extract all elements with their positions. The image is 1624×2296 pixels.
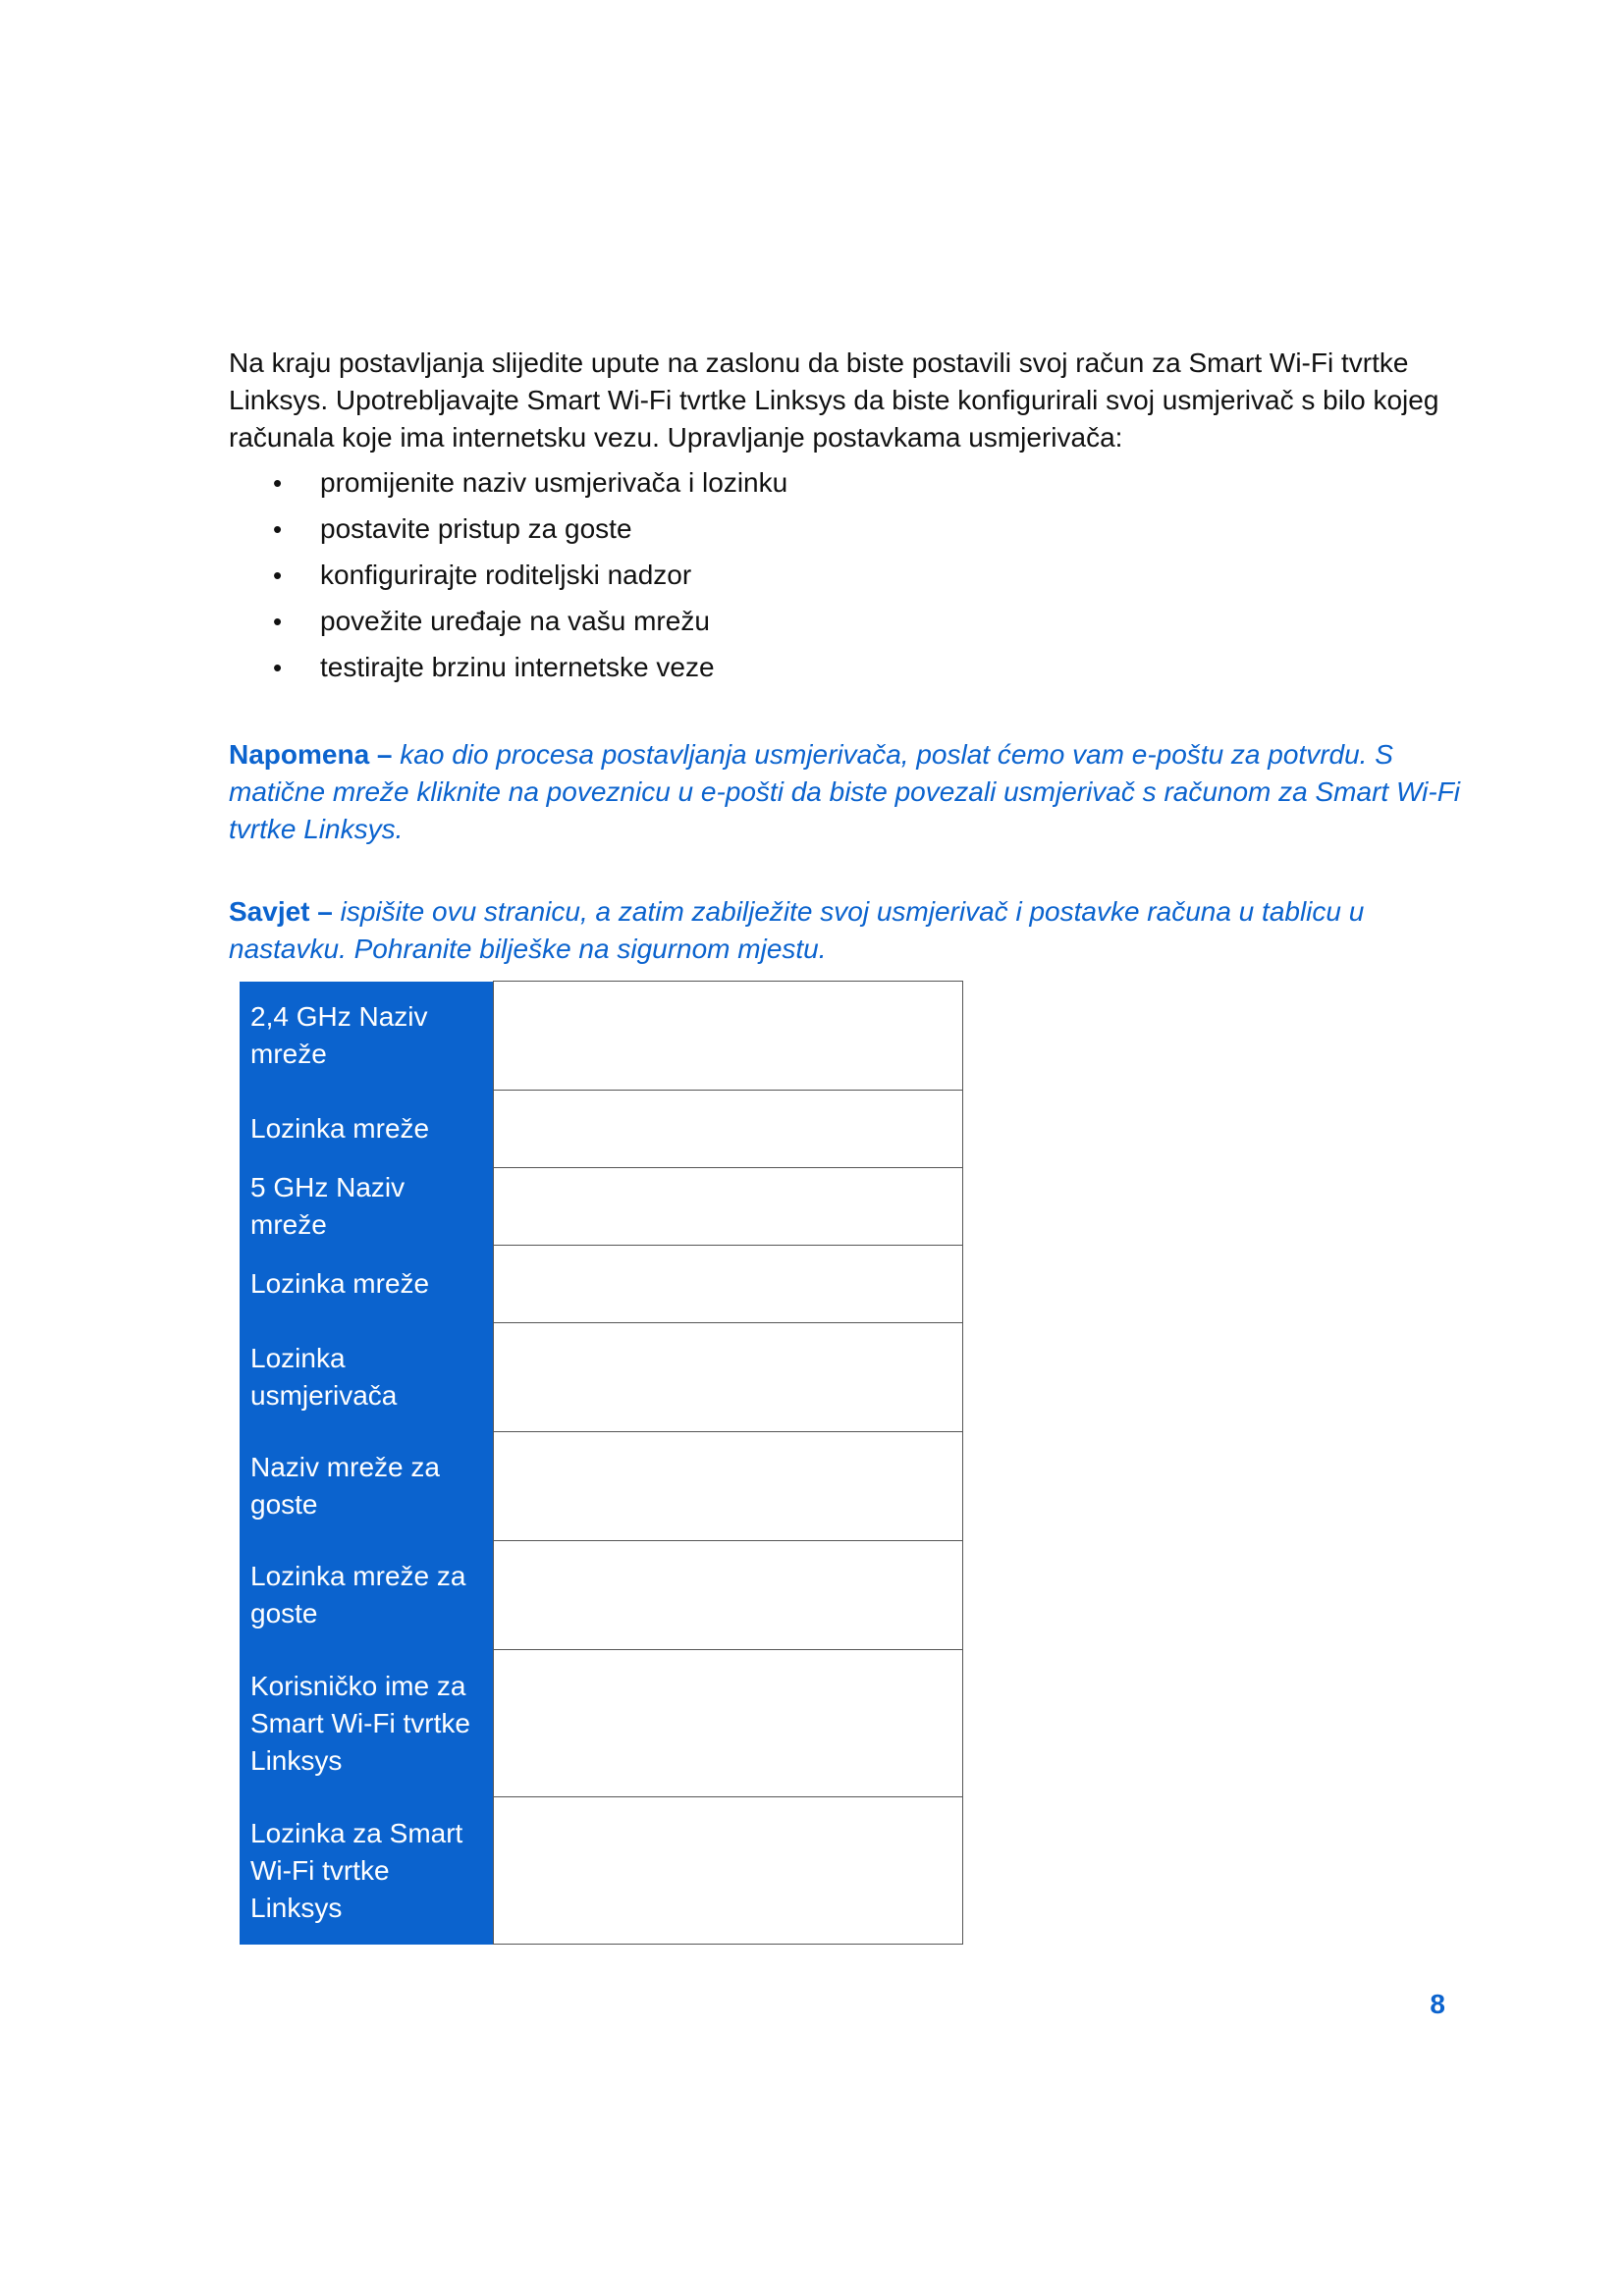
tip-paragraph — [229, 893, 1466, 968]
list-item-text: konfigurirajte roditeljski nadzor — [320, 560, 692, 590]
list-item-text: testirajte brzinu internetske veze — [320, 652, 715, 682]
row-label: 2,4 GHz Naziv mreže — [241, 982, 494, 1091]
tip-lead: Savjet – — [229, 896, 333, 927]
tip-text: ispišite ovu stranicu, a zatim zabilježite svoj usmjerivač i postavke računa u tablicu u nastavku. Pohranite bilješke na sigurnom mjestu. — [229, 896, 1365, 964]
list-item — [229, 510, 787, 557]
note-paragraph — [229, 736, 1466, 848]
bullet-icon: • — [273, 561, 283, 590]
row-label: Naziv mreže za goste — [241, 1432, 494, 1541]
table-row — [241, 1650, 963, 1797]
row-label: Lozinka mreže — [241, 1246, 494, 1323]
bullet-icon: • — [273, 653, 283, 682]
row-value-cell — [494, 1323, 963, 1432]
row-label: 5 GHz Naziv mreže — [241, 1168, 494, 1246]
bullet-icon: • — [273, 607, 283, 636]
bullet-icon: • — [273, 468, 283, 498]
table-row — [241, 1323, 963, 1432]
row-value-cell — [494, 1432, 963, 1541]
intro-paragraph: Na kraju postavljanja slijedite upute na zaslonu da biste postavili svoj račun za Smart Wi-Fi tvrtke Linksys. Upotrebljavajte Smart Wi-Fi tvrtke Linksys da biste konfigurirali svoj usmjerivač s bilo kojeg računala koje ima internetsku vezu. Upravljanje postavkama usmjerivača: — [229, 347, 1439, 453]
table-row — [241, 1541, 963, 1650]
row-label: Lozinka usmjerivača — [241, 1323, 494, 1432]
list-item — [229, 464, 787, 510]
table-row — [241, 1091, 963, 1168]
note-lead: Napomena – — [229, 739, 393, 770]
table-row — [241, 1432, 963, 1541]
table-row — [241, 1168, 963, 1246]
list-item — [229, 603, 787, 649]
row-value-cell — [494, 1168, 963, 1246]
list-item-text: promijenite naziv usmjerivača i lozinku — [320, 467, 788, 498]
page-number: 8 — [1430, 1989, 1445, 2019]
settings-record-table — [240, 981, 963, 1945]
row-label: Korisničko ime za Smart Wi-Fi tvrtke Linksys — [241, 1650, 494, 1797]
table-row — [241, 982, 963, 1091]
list-item — [229, 649, 787, 695]
row-value-cell — [494, 1246, 963, 1323]
row-value-cell — [494, 982, 963, 1091]
list-item-text: povežite uređaje na vašu mrežu — [320, 606, 710, 636]
table-row — [241, 1246, 963, 1323]
bullet-icon: • — [273, 514, 283, 544]
row-label: Lozinka za Smart Wi-Fi tvrtke Linksys — [241, 1797, 494, 1945]
list-item-text: postavite pristup za goste — [320, 513, 632, 544]
list-item — [229, 557, 787, 603]
row-value-cell — [494, 1541, 963, 1650]
row-value-cell — [494, 1650, 963, 1797]
row-label: Lozinka mreže — [241, 1091, 494, 1168]
row-value-cell — [494, 1797, 963, 1945]
row-value-cell — [494, 1091, 963, 1168]
feature-list — [229, 464, 787, 695]
note-text: kao dio procesa postavljanja usmjerivača, poslat ćemo vam e-poštu za potvrdu. S matične mreže kliknite na poveznicu u e-pošti da biste povezali usmjerivač s računom za Smart Wi-Fi tvrtke Linksys. — [229, 739, 1461, 844]
table-row — [241, 1797, 963, 1945]
row-label: Lozinka mreže za goste — [241, 1541, 494, 1650]
